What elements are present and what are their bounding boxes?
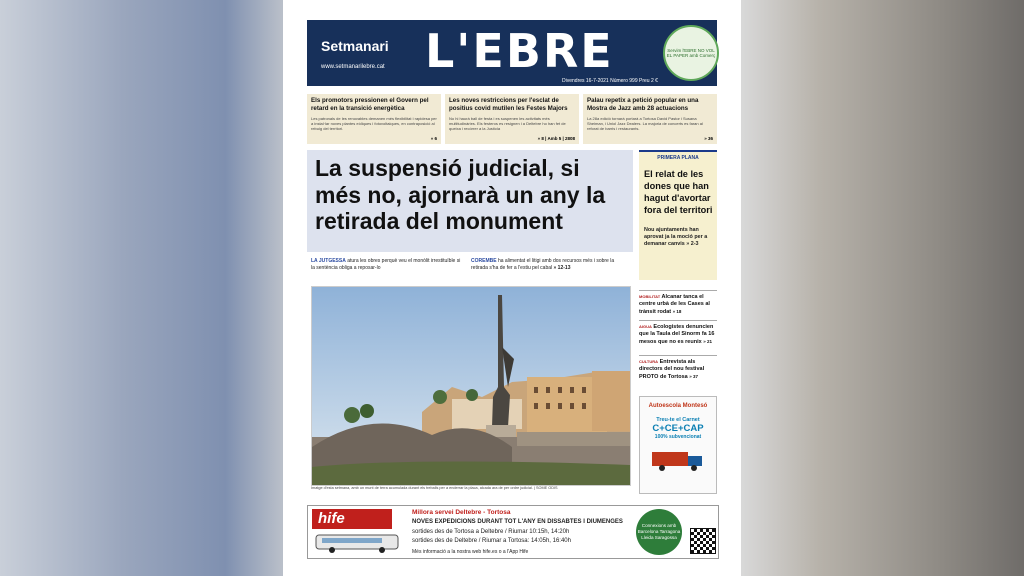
sidebar-item-text: Ecologistes denuncien que la Taula del Sinorm fa 16 mesos que no es reunix [639,324,715,345]
driving-school-ad[interactable] [639,396,717,494]
ad-schedule-2: sortides des de Deltebre / Riumar a Tortosa: 14:05h, 16:40h [412,538,571,544]
teaser-item[interactable] [307,94,441,144]
sidebar-item-tag: AIGUA [639,324,652,329]
seal-text: Servim l'EBRE NO VOL EL PAPER amb Comerç [666,47,716,58]
hife-bus-ad[interactable] [307,505,719,559]
sidebar-item-tag: MOBILITAT [639,294,661,299]
teaser-title: Palau repetix a petició popular en una Mostra de Jazz amb 28 actuacions [587,97,699,112]
truck-icon [648,446,708,476]
teaser-body: La 28a edició tornarà portarà a Tortosa David Pastor i Susana Sheiman, i Uniol Jazz Dealers. La majoria de concerts es faran al reforat de barris i restaurants. [587,115,703,131]
sidebar-item-page: » 37 [689,373,698,379]
teaser-title: Les noves restriccions per l'esclat de positius covid mutilen les Festes Majors [449,97,568,112]
subhead-lead: COREMBE [471,258,497,264]
section-label: PRIMERA PLANA [657,155,699,161]
newspaper-logo: L'EBRE [425,24,614,78]
subhead-right [471,258,631,272]
teaser-page: » 8 | Amb 5 | 2808 [537,136,575,141]
sidebar-item-tag: CULTURA [639,359,659,364]
newspaper-front-page [283,0,741,576]
teaser-title: Els promotors pressionen el Govern pel retard en la transició energètica [311,97,429,112]
ad-info: Més informació a la nostra web hife.es o a l'App Hife [412,549,529,555]
subhead-text: atura les obres perquè veu el monòlit irrestituïble si la sentència obliga a reposar-lo [311,258,461,271]
teaser-item[interactable] [445,94,579,144]
sidebar-item-page: » 21 [703,338,712,344]
ad-title: Millora servei Deltebre - Tortosa [412,509,511,516]
setmanari-label: Setmanari [321,38,389,54]
primera-plana-sub-text: Nou ajuntaments han aprovat ja la moció per a demanar canvis [644,226,708,248]
ad-brand: Autoescola Montesó [648,403,708,409]
subhead-text: ha alimentat el litigi amb dos recursos més i sobre la retirada s'ha de fer a l'estiu pel cabal [471,258,615,271]
primera-plana-box[interactable] [639,150,717,280]
sidebar-item-text: Entrevista als directors del nou festival PROTO de Tortosa [639,359,705,380]
subhead-left [311,258,461,272]
subhead-page: » 12-13 [553,265,571,271]
masthead [307,20,717,86]
primera-plana-title: El relat de les dones que han hagut d'avortar fora del territori [644,169,713,215]
teaser-body: Les patronals de les renovables demanen més flexibilitat i rapidesa per a instal·lar noves plantes eòliques i fotovoltaiques, en contraposició al rebuig del territori. [311,115,437,131]
sidebar-item[interactable] [639,320,717,346]
monument-photo [311,286,631,486]
primera-plana-sub [644,227,713,249]
ad-line-1: Treu-te el Carnet [656,417,700,423]
monument-photo-illustration [312,287,630,485]
primera-plana-page: » 2-3 [686,241,699,248]
photo-caption: Imatge d'esta setmana, amb un munt de terra acumulada durant els treballs per a enderrar la placa, alcada ara de per ordre judicial. | SOME ODIS [311,486,558,490]
qr-code-icon[interactable] [690,528,716,554]
teaser-body: No hi haurà ball de festa i es suspenen les activitats més multitudinàries. Els festeros es resignen i a Deltebre ho han fet de queixa i recórrer a la Justícia [449,115,566,131]
connections-badge [636,509,682,555]
sidebar-item[interactable] [639,290,717,316]
teaser-strip [307,94,717,144]
ad-schedule-1: sortides des de Tortosa a Deltebre / Riumar 10:15h, 14:20h [412,529,570,535]
sidebar-item[interactable] [639,355,717,381]
teaser-page: » 6 [430,136,437,141]
sidebar-item-text: Alcanar tanca el centre urbà de les Cases al trànsit rodat [639,294,710,315]
teaser-item[interactable] [583,94,717,144]
issue-date: Divendres 16-7-2021 Número 999 Preu 2 € [562,78,658,84]
hife-logo: hife [312,509,392,529]
main-headline-box [307,150,633,252]
ad-line-3: 100% subvencionat [654,434,702,440]
main-headline[interactable]: La suspensió judicial, si més no, ajornarà un any la retirada del monument [315,155,606,235]
teaser-page: » 36 [704,136,713,141]
connections-text: Connexions amb Barcelona Tarragona Lleida Saragossa [637,522,681,541]
bus-icon [314,531,402,555]
ad-subtitle: NOVES EXPEDICIONS DURANT TOT L'ANY EN DISSABTES I DIUMENGES [412,519,623,525]
seal-badge [663,25,719,81]
ad-line-2: C+CE+CAP [652,423,704,434]
sidebar-item-page: » 18 [672,308,682,314]
website-label: www.setmanarilebre.cat [321,64,385,70]
subhead-lead: LA JUTGESSA [311,258,346,264]
